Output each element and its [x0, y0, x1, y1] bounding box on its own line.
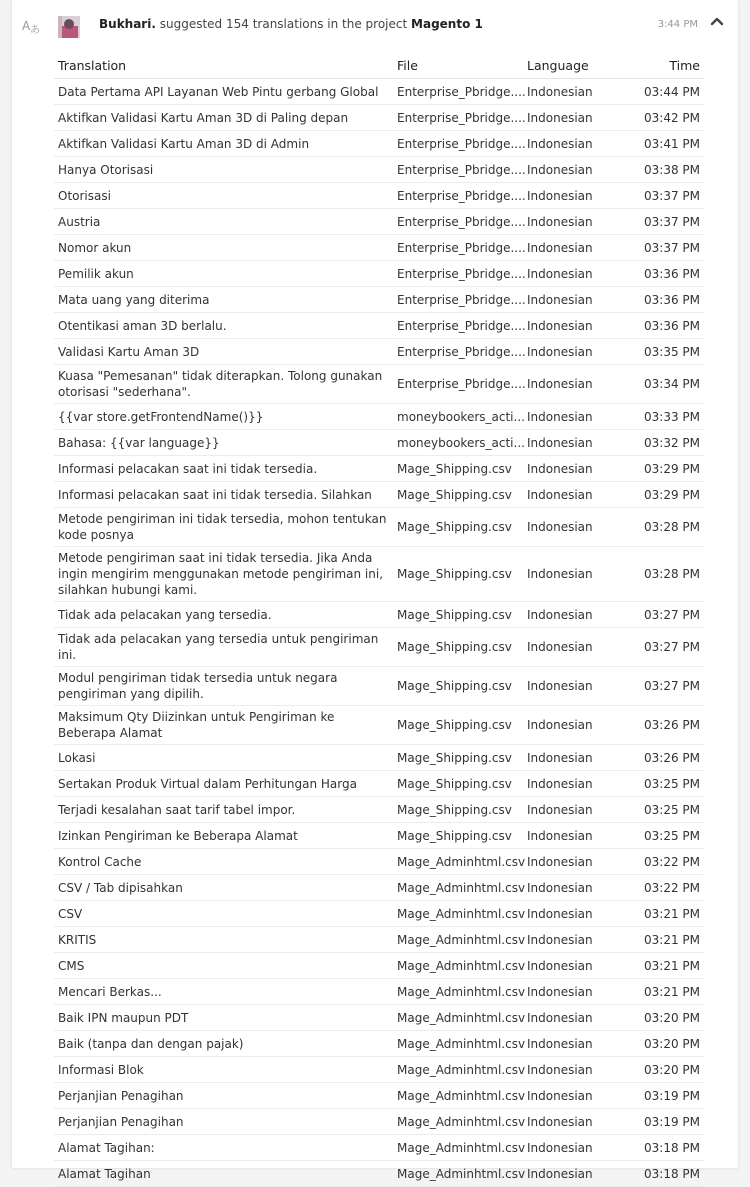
- language-cell: Indonesian: [523, 875, 618, 901]
- time-cell: 03:29 PM: [618, 456, 704, 482]
- time-cell: 03:34 PM: [618, 365, 704, 404]
- time-cell: 03:18 PM: [618, 1135, 704, 1161]
- translation-link[interactable]: Otentikasi aman 3D berlalu.: [58, 318, 227, 333]
- table-header-row: [54, 52, 704, 79]
- time-cell: 03:36 PM: [618, 261, 704, 287]
- translation-link[interactable]: Baik (tanpa dan dengan pajak): [58, 1036, 244, 1051]
- translation-cell: [54, 706, 393, 745]
- translate-icon: [21, 16, 41, 36]
- time-cell: 03:22 PM: [618, 875, 704, 901]
- file-cell: Mage_Shipping.csv: [393, 797, 523, 823]
- table-row: [54, 1005, 704, 1031]
- translation-link[interactable]: Lokasi: [58, 750, 96, 765]
- time-cell: 03:21 PM: [618, 979, 704, 1005]
- table-row: [54, 1031, 704, 1057]
- file-cell: Mage_Shipping.csv: [393, 706, 523, 745]
- file-cell: Mage_Adminhtml.csv: [393, 1005, 523, 1031]
- column-header-file: File: [393, 52, 523, 79]
- translation-link[interactable]: Kontrol Cache: [58, 854, 142, 869]
- translation-link[interactable]: Hanya Otorisasi: [58, 162, 154, 177]
- language-cell: Indonesian: [523, 628, 618, 667]
- translation-cell: [54, 1031, 393, 1057]
- translation-link[interactable]: Mencari Berkas...: [58, 984, 162, 999]
- translation-cell: [54, 313, 393, 339]
- time-cell: 03:37 PM: [618, 209, 704, 235]
- translation-cell: [54, 482, 393, 508]
- file-cell: Mage_Adminhtml.csv: [393, 1083, 523, 1109]
- file-cell: Mage_Adminhtml.csv: [393, 953, 523, 979]
- table-row: [54, 313, 704, 339]
- file-cell: Enterprise_Pbridge....: [393, 131, 523, 157]
- language-cell: Indonesian: [523, 339, 618, 365]
- table-row: [54, 508, 704, 547]
- time-cell: 03:19 PM: [618, 1083, 704, 1109]
- chevron-up-icon[interactable]: [710, 14, 724, 28]
- translation-link[interactable]: CSV: [58, 906, 83, 921]
- file-cell: Enterprise_Pbridge....: [393, 313, 523, 339]
- translation-link[interactable]: {{var store.getFrontendName()}}: [58, 409, 264, 424]
- file-cell: Enterprise_Pbridge....: [393, 183, 523, 209]
- language-cell: Indonesian: [523, 456, 618, 482]
- file-cell: Mage_Adminhtml.csv: [393, 1057, 523, 1083]
- table-row: [54, 131, 704, 157]
- time-cell: 03:20 PM: [618, 1031, 704, 1057]
- table-row: [54, 823, 704, 849]
- time-cell: 03:27 PM: [618, 602, 704, 628]
- translation-cell: [54, 901, 393, 927]
- translation-link[interactable]: Kuasa "Pemesanan" tidak diterapkan. Tolong gunakan otorisasi "sederhana".: [58, 369, 383, 399]
- file-cell: Enterprise_Pbridge....: [393, 365, 523, 404]
- translation-link[interactable]: Alamat Tagihan: [58, 1166, 151, 1181]
- table-row: [54, 797, 704, 823]
- language-cell: Indonesian: [523, 1135, 618, 1161]
- translation-link[interactable]: Sertakan Produk Virtual dalam Perhitungan Harga: [58, 776, 357, 791]
- translation-cell: [54, 1135, 393, 1161]
- table-row: [54, 927, 704, 953]
- file-cell: Mage_Shipping.csv: [393, 508, 523, 547]
- time-cell: 03:21 PM: [618, 953, 704, 979]
- table-row: [54, 1161, 704, 1187]
- table-row: [54, 456, 704, 482]
- language-cell: Indonesian: [523, 667, 618, 706]
- translation-cell: [54, 745, 393, 771]
- language-cell: Indonesian: [523, 105, 618, 131]
- time-cell: 03:19 PM: [618, 1109, 704, 1135]
- translation-cell: [54, 430, 393, 456]
- translation-cell: [54, 1083, 393, 1109]
- file-cell: Enterprise_Pbridge....: [393, 339, 523, 365]
- table-row: [54, 1135, 704, 1161]
- time-cell: 03:21 PM: [618, 927, 704, 953]
- table-row: [54, 235, 704, 261]
- translation-link[interactable]: KRITIS: [58, 932, 97, 947]
- translation-cell: [54, 339, 393, 365]
- table-row: [54, 183, 704, 209]
- file-cell: Mage_Adminhtml.csv: [393, 1161, 523, 1187]
- table-row: [54, 105, 704, 131]
- language-cell: Indonesian: [523, 261, 618, 287]
- table-row: [54, 849, 704, 875]
- file-cell: Enterprise_Pbridge....: [393, 261, 523, 287]
- translation-link[interactable]: CSV / Tab dipisahkan: [58, 880, 183, 895]
- translation-cell: [54, 797, 393, 823]
- table-row: [54, 1057, 704, 1083]
- translation-link[interactable]: Nomor akun: [58, 240, 132, 255]
- translation-link[interactable]: Data Pertama API Layanan Web Pintu gerbang Global: [58, 84, 379, 99]
- translation-link[interactable]: Perjanjian Penagihan: [58, 1114, 184, 1129]
- translation-link[interactable]: Aktifkan Validasi Kartu Aman 3D di Admin: [58, 136, 310, 151]
- translation-link[interactable]: Tidak ada pelacakan yang tersedia.: [58, 607, 272, 622]
- time-cell: 03:35 PM: [618, 339, 704, 365]
- language-cell: Indonesian: [523, 404, 618, 430]
- time-cell: 03:37 PM: [618, 183, 704, 209]
- time-cell: 03:37 PM: [618, 235, 704, 261]
- file-cell: Mage_Adminhtml.csv: [393, 1135, 523, 1161]
- language-cell: Indonesian: [523, 706, 618, 745]
- translation-link[interactable]: CMS: [58, 958, 85, 973]
- language-cell: Indonesian: [523, 508, 618, 547]
- file-cell: Mage_Shipping.csv: [393, 823, 523, 849]
- translation-cell: [54, 771, 393, 797]
- language-cell: Indonesian: [523, 313, 618, 339]
- translation-link[interactable]: Mata uang yang diterima: [58, 292, 210, 307]
- time-cell: 03:36 PM: [618, 287, 704, 313]
- translations-table: [54, 52, 704, 1187]
- file-cell: Mage_Adminhtml.csv: [393, 979, 523, 1005]
- translation-link[interactable]: Bahasa: {{var language}}: [58, 435, 220, 450]
- translation-cell: [54, 875, 393, 901]
- time-cell: 03:28 PM: [618, 508, 704, 547]
- table-row: [54, 953, 704, 979]
- file-cell: Mage_Shipping.csv: [393, 456, 523, 482]
- table-row: [54, 365, 704, 404]
- table-row: [54, 157, 704, 183]
- user-name[interactable]: Bukhari.: [99, 17, 156, 31]
- time-cell: 03:22 PM: [618, 849, 704, 875]
- translation-cell: [54, 508, 393, 547]
- language-cell: Indonesian: [523, 1109, 618, 1135]
- time-cell: 03:25 PM: [618, 797, 704, 823]
- translation-link[interactable]: Terjadi kesalahan saat tarif tabel impor.: [58, 802, 296, 817]
- table-row: [54, 79, 704, 105]
- language-cell: Indonesian: [523, 1161, 618, 1187]
- translation-link[interactable]: Metode pengiriman saat ini tidak tersedia. Jika Anda ingin mengirim menggunakan metode pengiriman ini, silahkan hubungi kami.: [58, 551, 384, 597]
- column-header-translation: Translation: [54, 52, 393, 79]
- translation-link[interactable]: Baik IPN maupun PDT: [58, 1010, 189, 1025]
- translation-link[interactable]: Metode pengiriman ini tidak tersedia, mohon tentukan kode posnya: [58, 512, 387, 542]
- file-cell: Mage_Adminhtml.csv: [393, 849, 523, 875]
- table-row: [54, 404, 704, 430]
- table-row: [54, 628, 704, 667]
- activity-summary: [99, 17, 483, 31]
- file-cell: Enterprise_Pbridge....: [393, 287, 523, 313]
- language-cell: Indonesian: [523, 79, 618, 105]
- translation-cell: [54, 157, 393, 183]
- activity-action: suggested 154 translations in the project: [159, 17, 408, 31]
- table-row: [54, 1109, 704, 1135]
- translation-link[interactable]: Izinkan Pengiriman ke Beberapa Alamat: [58, 828, 298, 843]
- language-cell: Indonesian: [523, 1031, 618, 1057]
- translation-cell: [54, 1005, 393, 1031]
- activity-card: [12, 0, 738, 1181]
- table-row: [54, 209, 704, 235]
- table-row: [54, 547, 704, 602]
- translation-cell: [54, 261, 393, 287]
- file-cell: Mage_Shipping.csv: [393, 667, 523, 706]
- avatar[interactable]: [58, 16, 80, 38]
- time-cell: 03:33 PM: [618, 404, 704, 430]
- table-row: [54, 706, 704, 745]
- time-cell: 03:25 PM: [618, 823, 704, 849]
- time-cell: 03:26 PM: [618, 706, 704, 745]
- file-cell: Enterprise_Pbridge....: [393, 105, 523, 131]
- table-row: [54, 667, 704, 706]
- time-cell: 03:28 PM: [618, 547, 704, 602]
- translation-cell: [54, 1161, 393, 1187]
- translation-link[interactable]: Informasi pelacakan saat ini tidak tersedia.: [58, 461, 318, 476]
- translation-link[interactable]: Pemilik akun: [58, 266, 134, 281]
- translation-cell: [54, 456, 393, 482]
- time-cell: 03:29 PM: [618, 482, 704, 508]
- file-cell: Mage_Shipping.csv: [393, 628, 523, 667]
- language-cell: Indonesian: [523, 287, 618, 313]
- translation-link[interactable]: Modul pengiriman tidak tersedia untuk negara pengiriman yang dipilih.: [58, 671, 338, 701]
- language-cell: Indonesian: [523, 745, 618, 771]
- file-cell: Mage_Shipping.csv: [393, 745, 523, 771]
- language-cell: Indonesian: [523, 482, 618, 508]
- table-row: [54, 339, 704, 365]
- translation-cell: [54, 1109, 393, 1135]
- time-cell: 03:27 PM: [618, 667, 704, 706]
- file-cell: Mage_Adminhtml.csv: [393, 927, 523, 953]
- column-header-language: Language: [523, 52, 618, 79]
- time-cell: 03:20 PM: [618, 1005, 704, 1031]
- table-row: [54, 979, 704, 1005]
- file-cell: moneybookers_acti...: [393, 430, 523, 456]
- time-cell: 03:42 PM: [618, 105, 704, 131]
- time-cell: 03:41 PM: [618, 131, 704, 157]
- table-row: [54, 287, 704, 313]
- language-cell: Indonesian: [523, 823, 618, 849]
- translation-cell: [54, 602, 393, 628]
- project-name[interactable]: Magento 1: [411, 17, 483, 31]
- translation-cell: [54, 287, 393, 313]
- language-cell: Indonesian: [523, 235, 618, 261]
- translation-link[interactable]: Informasi pelacakan saat ini tidak tersedia. Silahkan: [58, 487, 372, 502]
- language-cell: Indonesian: [523, 547, 618, 602]
- translation-link[interactable]: Validasi Kartu Aman 3D: [58, 344, 200, 359]
- translation-link[interactable]: Alamat Tagihan:: [58, 1140, 155, 1155]
- language-cell: Indonesian: [523, 1057, 618, 1083]
- translation-cell: [54, 235, 393, 261]
- translation-cell: [54, 667, 393, 706]
- translation-cell: [54, 979, 393, 1005]
- translation-cell: [54, 953, 393, 979]
- file-cell: Enterprise_Pbridge....: [393, 235, 523, 261]
- language-cell: Indonesian: [523, 157, 618, 183]
- file-cell: moneybookers_acti...: [393, 404, 523, 430]
- time-cell: 03:36 PM: [618, 313, 704, 339]
- translation-cell: [54, 105, 393, 131]
- time-cell: 03:20 PM: [618, 1057, 704, 1083]
- file-cell: Mage_Adminhtml.csv: [393, 1031, 523, 1057]
- file-cell: Mage_Shipping.csv: [393, 547, 523, 602]
- translation-link[interactable]: Austria: [58, 214, 101, 229]
- translation-cell: [54, 849, 393, 875]
- translation-cell: [54, 209, 393, 235]
- language-cell: Indonesian: [523, 602, 618, 628]
- language-cell: Indonesian: [523, 183, 618, 209]
- file-cell: Mage_Shipping.csv: [393, 482, 523, 508]
- table-row: [54, 602, 704, 628]
- translation-link[interactable]: Otorisasi: [58, 188, 111, 203]
- translation-cell: [54, 183, 393, 209]
- language-cell: Indonesian: [523, 849, 618, 875]
- translation-cell: [54, 365, 393, 404]
- file-cell: Enterprise_Pbridge....: [393, 79, 523, 105]
- language-cell: Indonesian: [523, 901, 618, 927]
- translation-cell: [54, 927, 393, 953]
- language-cell: Indonesian: [523, 771, 618, 797]
- table-row: [54, 430, 704, 456]
- time-cell: 03:38 PM: [618, 157, 704, 183]
- file-cell: Mage_Shipping.csv: [393, 602, 523, 628]
- time-cell: 03:25 PM: [618, 771, 704, 797]
- translation-cell: [54, 1057, 393, 1083]
- table-row: [54, 482, 704, 508]
- file-cell: Mage_Adminhtml.csv: [393, 875, 523, 901]
- translation-link[interactable]: Informasi Blok: [58, 1062, 144, 1077]
- table-row: [54, 771, 704, 797]
- time-cell: 03:44 PM: [618, 79, 704, 105]
- table-row: [54, 901, 704, 927]
- language-cell: Indonesian: [523, 365, 618, 404]
- language-cell: Indonesian: [523, 1005, 618, 1031]
- time-cell: 03:27 PM: [618, 628, 704, 667]
- language-cell: Indonesian: [523, 979, 618, 1005]
- translation-cell: [54, 404, 393, 430]
- translation-cell: [54, 79, 393, 105]
- column-header-time: Time: [618, 52, 704, 79]
- time-cell: 03:32 PM: [618, 430, 704, 456]
- language-cell: Indonesian: [523, 1083, 618, 1109]
- svg-text:あ: あ: [30, 25, 40, 36]
- table-row: [54, 1083, 704, 1109]
- language-cell: Indonesian: [523, 927, 618, 953]
- language-cell: Indonesian: [523, 209, 618, 235]
- file-cell: Enterprise_Pbridge....: [393, 209, 523, 235]
- file-cell: Enterprise_Pbridge....: [393, 157, 523, 183]
- activity-header: [12, 0, 738, 52]
- translation-cell: [54, 823, 393, 849]
- table-row: [54, 261, 704, 287]
- svg-text:A: A: [22, 19, 31, 33]
- translation-link[interactable]: Perjanjian Penagihan: [58, 1088, 184, 1103]
- time-cell: 03:18 PM: [618, 1161, 704, 1187]
- activity-time: 3:44 PM: [657, 19, 698, 30]
- translation-link[interactable]: Maksimum Qty Diizinkan untuk Pengiriman ke Beberapa Alamat: [58, 710, 335, 740]
- language-cell: Indonesian: [523, 953, 618, 979]
- language-cell: Indonesian: [523, 430, 618, 456]
- file-cell: Mage_Shipping.csv: [393, 771, 523, 797]
- translation-cell: [54, 628, 393, 667]
- table-row: [54, 875, 704, 901]
- file-cell: Mage_Adminhtml.csv: [393, 1109, 523, 1135]
- translation-link[interactable]: Aktifkan Validasi Kartu Aman 3D di Paling depan: [58, 110, 349, 125]
- time-cell: 03:26 PM: [618, 745, 704, 771]
- translation-cell: [54, 131, 393, 157]
- table-row: [54, 745, 704, 771]
- language-cell: Indonesian: [523, 797, 618, 823]
- translation-link[interactable]: Tidak ada pelacakan yang tersedia untuk pengiriman ini.: [58, 632, 379, 662]
- file-cell: Mage_Adminhtml.csv: [393, 901, 523, 927]
- translation-cell: [54, 547, 393, 602]
- time-cell: 03:21 PM: [618, 901, 704, 927]
- language-cell: Indonesian: [523, 131, 618, 157]
